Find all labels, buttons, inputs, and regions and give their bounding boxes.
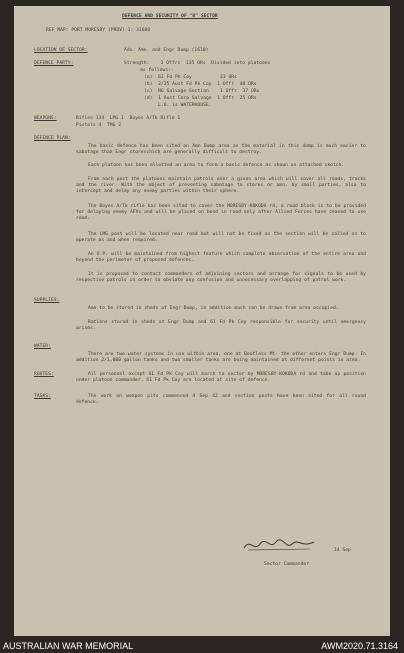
signature-role: Sector Commander [264, 562, 310, 567]
supplies-para: Amn to be stored in sheds at Engr Dump, in addition much can be drawn from area occupied. [88, 306, 339, 311]
platoon-line: L.O. is WATERHOUSE. [144, 103, 212, 108]
weapons-line: Pistols 4 TMG 2 [76, 123, 122, 128]
platoon-line: (c) NG Salvage Section 1 Offr 37 ORs [144, 89, 260, 94]
routes-para: All personnel except 61 Fd Pk Coy will march to sector by MORESBY-KOKODA rd and take up position under platoon commander. 61 Fd Pk Coy are located at site of defence. [76, 372, 366, 384]
weapons-line: Rifles 134 LMG 1 Boyes A/Tk Rifle 1 [76, 116, 181, 121]
footer-catalogue-id: AWM2020.71.3164 [321, 641, 398, 651]
platoon-line: (d) 1 Aust Corp Salvage 1 Offr 25 ORs [144, 96, 257, 101]
water-para: There are two water systems in use within area, one at Bootless Mt- the other enters Engr Dump. In addition 2/1,000 gallon tanks and two smaller tanks are being maintained at different points in area. [76, 352, 366, 364]
defence-plan-para: Each platoon has been allotted an area to form a basic defence as shown on attached sketch. [88, 163, 345, 168]
weapons-label: WEAPONS: [34, 116, 57, 121]
supplies-para: Rations stored in sheds at Engr Dump and 61 Fd Pk Coy responsible for security until emergency arises. [76, 320, 366, 332]
defence-plan-para: An O.P. will be maintained from highest feature which complete observation of the entire area and beyond the perimeter of proposed defences. [76, 252, 366, 264]
location-value: Adv. Amn. and Engr Dump (1610) [124, 48, 209, 53]
routes-label: ROUTES: [34, 372, 54, 377]
water-label: WATER: [34, 344, 51, 349]
platoon-line: (a) 61 Fd Pk Coy 23 ORs [144, 75, 237, 80]
defence-plan-para: The LMG post will be located near road but will not be fixed as the section will be called on to operate as and when required. [76, 232, 366, 244]
defence-plan-para: From each post the platoons maintain patrols over a given area which will cover all roads, tracks and the river. With the object of preventing sabotage to stores or amn. by small parties, also to intercept and delay any enemy parties within their sphere. [76, 177, 366, 195]
tasks-para: The work on weapon pits commenced 4 Sep 42 and section posts have been sited for all round defence. [76, 394, 366, 406]
supplies-label: SUPPLIES: [34, 298, 60, 303]
date-note: 14 Sep [334, 548, 351, 553]
as-follows: as follows:- [140, 68, 174, 73]
tasks-label: TASKS: [34, 394, 51, 399]
document-title: DEFENCE AND SECURITY OF "B" SECTOR [122, 14, 218, 19]
platoon-line: (b) 2/25 Aust Fd Pk Coy 1 Offr 40 ORs [144, 82, 257, 87]
signature-mark [240, 536, 320, 554]
defence-plan-para: It is proposed to contact commanders of adjoining sectors and arrange for signals to be used by respective patrols in order to obviate any confusion and unnecessary overlapping of patrol work. [76, 272, 366, 284]
footer-source: AUSTRALIAN WAR MEMORIAL [3, 641, 134, 651]
document-page [14, 6, 390, 636]
defence-plan-para: The Boyes A/Tk rifle has been sited to cover the MORESBY-KOKODA rd, a road block is to be provided for delaying enemy AFVs and will be placed on bend in road only after Allied Forces have ceased to use road. [76, 204, 366, 222]
strength-line: Strength: 3 Offrs 135 ORs Divided into platoons [124, 61, 271, 66]
ref-map: REF MAP: PORT MORESBY (PROV) 1: 31680 [46, 28, 151, 33]
archive-footer [0, 640, 404, 653]
defence-party-label: DEFENCE PARTY: [34, 61, 74, 66]
defence-plan-label: DEFENCE PLAN: [34, 136, 71, 141]
defence-plan-para: The basic defence has been sited on Amn Dump area as the material in this dump is much easier to sabotage than Engr storeschich are generally difficult to destroy. [76, 144, 366, 156]
location-label: LOCATION OF SECTOR: [34, 48, 88, 53]
